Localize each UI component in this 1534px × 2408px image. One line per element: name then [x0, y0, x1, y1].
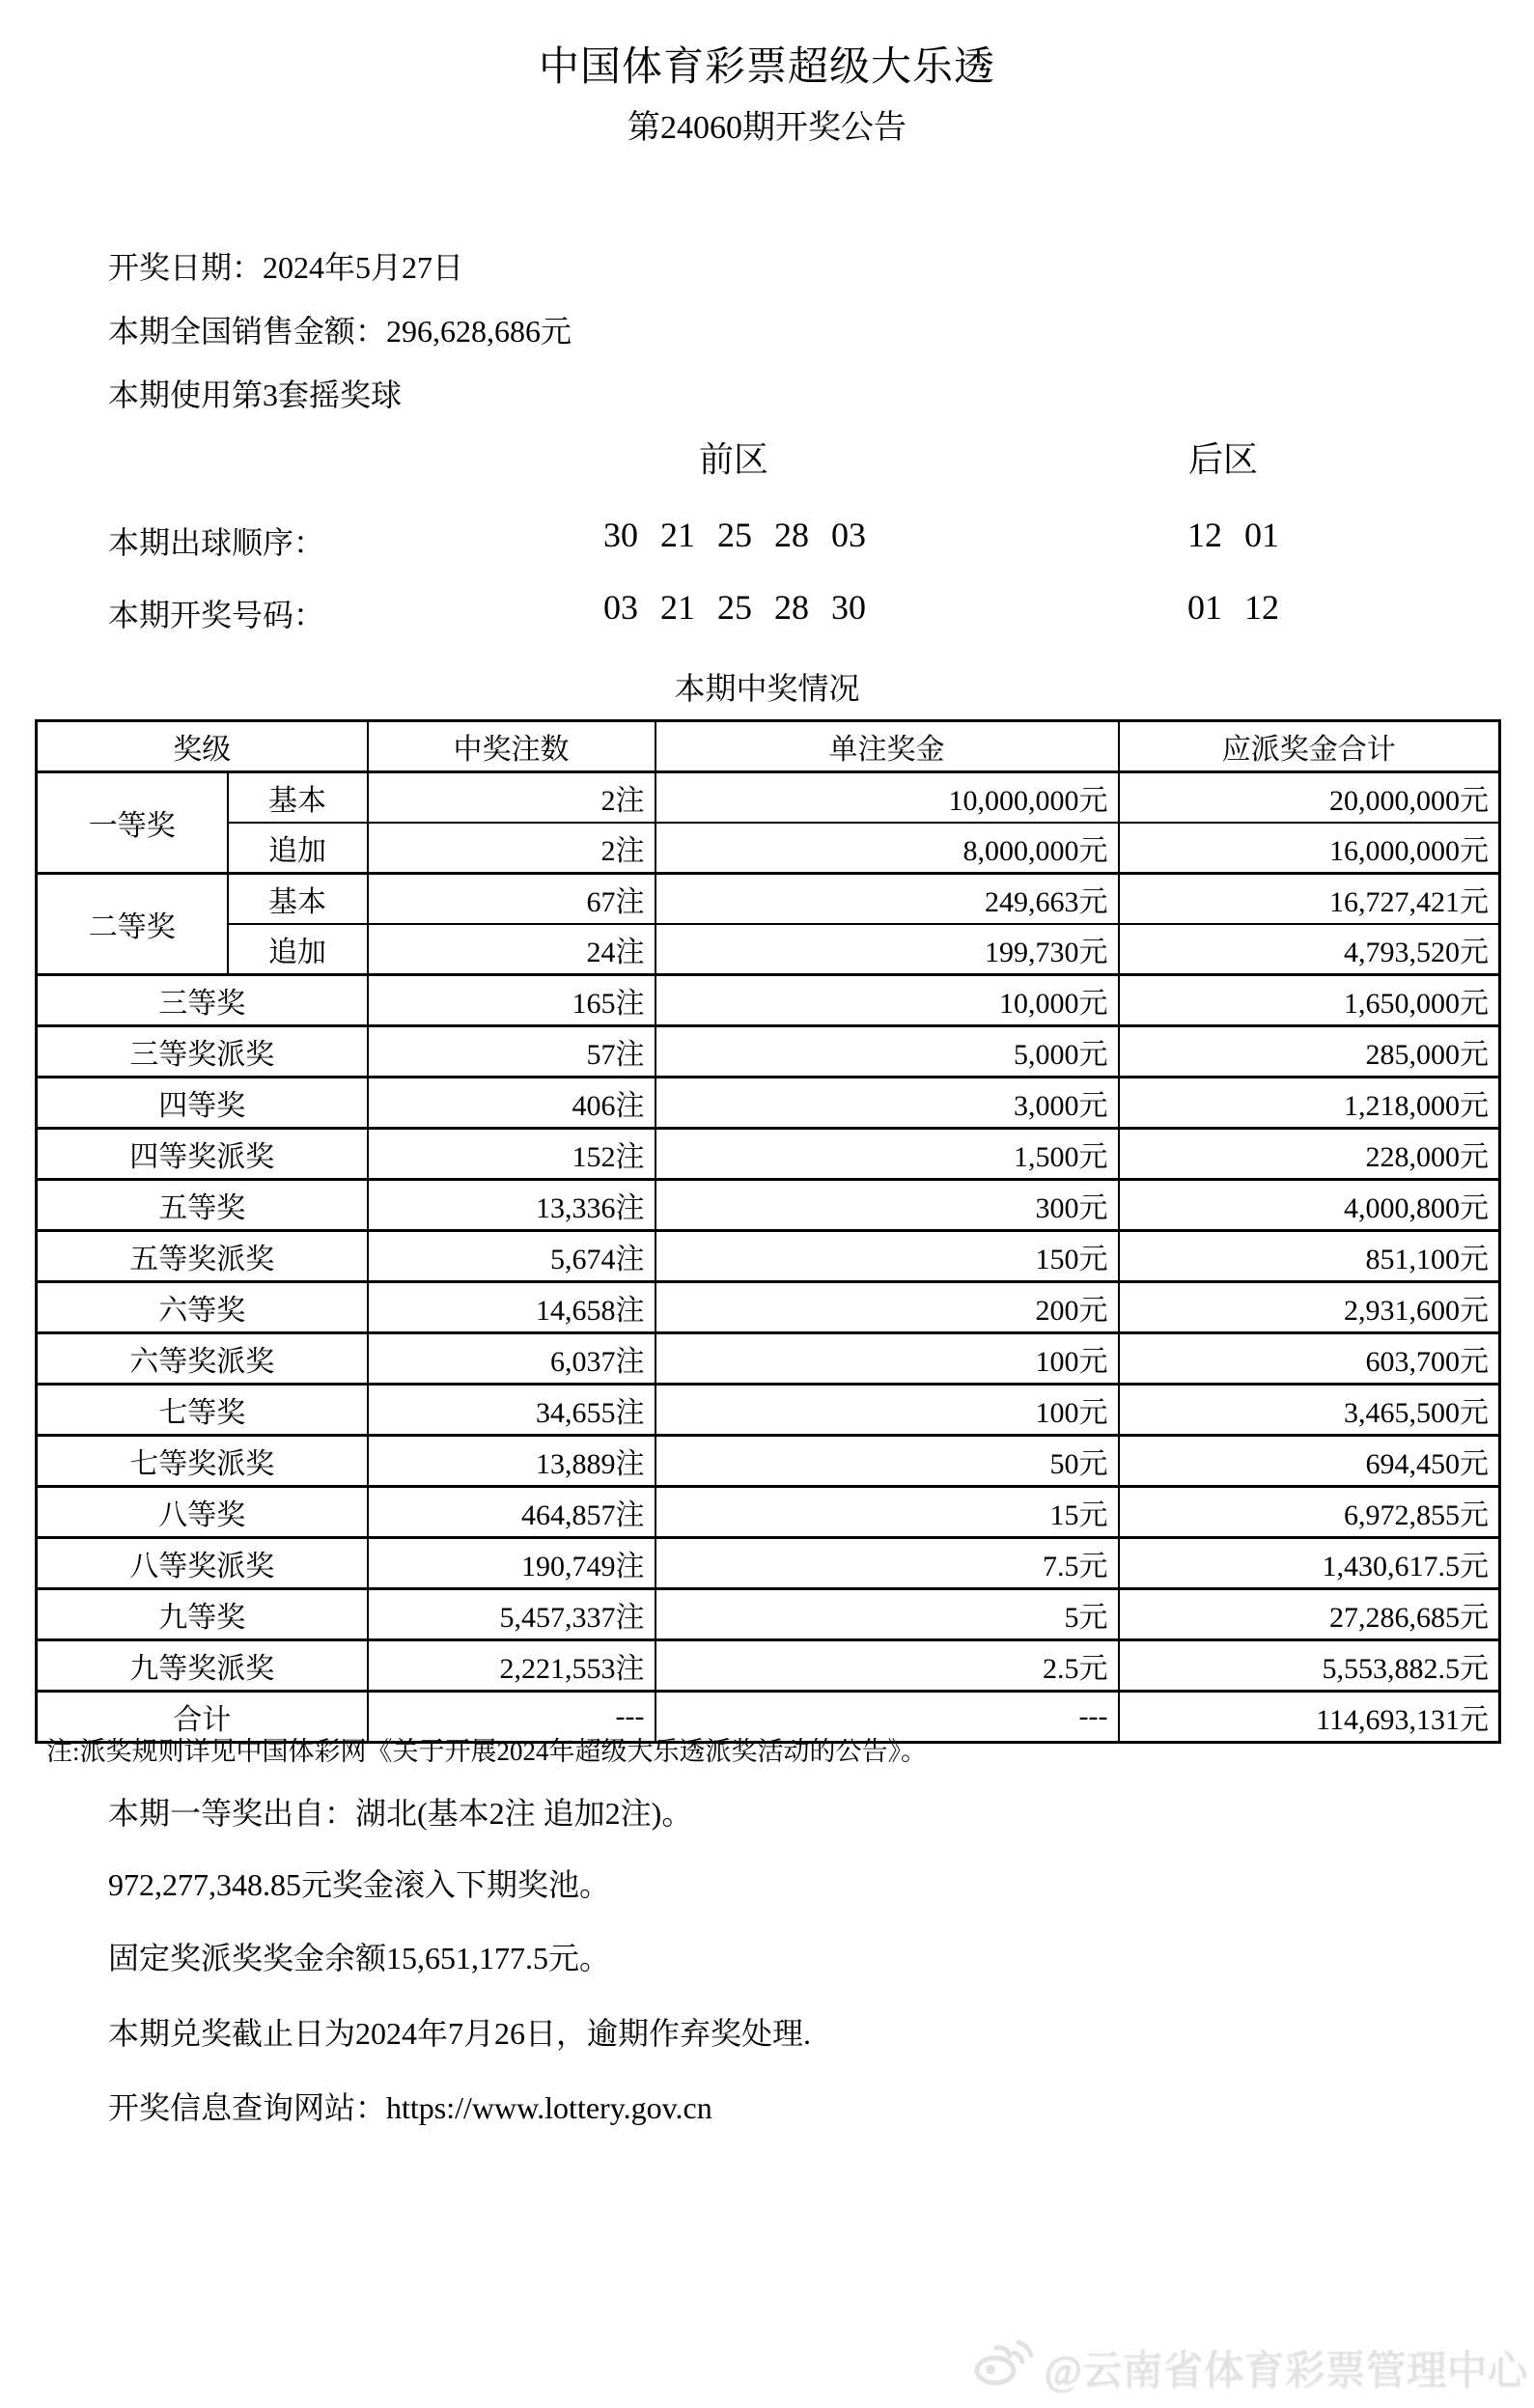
rollover-amount: 972,277,348.85元奖金滚入下期奖池。 — [108, 1867, 611, 1902]
total-prize-cell: 851,100元 — [1119, 1231, 1500, 1282]
table-row — [37, 1231, 1500, 1282]
count-cell: 13,336注 — [368, 1180, 655, 1231]
single-prize-cell: 200元 — [655, 1282, 1119, 1333]
single-prize-cell: 199,730元 — [655, 924, 1119, 975]
winning-numbers-label: 本期开奖号码： — [108, 598, 325, 632]
page-title: 中国体育彩票超级大乐透 — [538, 45, 995, 90]
count-cell: 24注 — [368, 924, 655, 975]
watermark-text: @云南省体育彩票管理中心 — [1045, 2348, 1528, 2394]
prize-level-cell: 八等奖 — [37, 1487, 368, 1538]
single-prize-cell: 300元 — [655, 1180, 1119, 1231]
watermark — [973, 2337, 1528, 2397]
prize-table — [35, 719, 1501, 1744]
count-cell: 13,889注 — [368, 1436, 655, 1487]
col-header-single-prize: 单注奖金 — [655, 721, 1119, 772]
total-prize-cell: 4,793,520元 — [1119, 924, 1500, 975]
count-cell: 67注 — [368, 874, 655, 925]
count-cell: 34,655注 — [368, 1385, 655, 1436]
total-prize-cell: 285,000元 — [1119, 1026, 1500, 1078]
draw-order-back-numbers: 12 01 — [1187, 516, 1279, 554]
col-header-total-prize: 应派奖金合计 — [1119, 721, 1500, 772]
total-prize-cell: 27,286,685元 — [1119, 1589, 1500, 1640]
table-row — [37, 823, 1500, 874]
table-row — [37, 1538, 1500, 1589]
total-prize-cell: 228,000元 — [1119, 1129, 1500, 1180]
table-row — [37, 1180, 1500, 1231]
winning-back-numbers: 01 12 — [1187, 588, 1279, 627]
single-prize-cell: 50元 — [655, 1436, 1119, 1487]
prize-table-title: 本期中奖情况 — [674, 671, 860, 706]
prize-level-cell: 七等奖 — [37, 1385, 368, 1436]
prize-level-cell: 三等奖 — [37, 975, 368, 1026]
total-prize-cell: 603,700元 — [1119, 1333, 1500, 1385]
subtype-cell: 基本 — [228, 874, 368, 925]
prize-level-cell: 五等奖 — [37, 1180, 368, 1231]
prize-level-cell: 九等奖 — [37, 1589, 368, 1640]
total-prize-cell: 5,553,882.5元 — [1119, 1640, 1500, 1692]
table-row — [37, 975, 1500, 1026]
total-prize-cell: 16,727,421元 — [1119, 874, 1500, 925]
payout-rule-note: 注:派奖规则详见中国体彩网《关于开展2024年超级大乐透派奖活动的公告》。 — [46, 1737, 927, 1766]
table-row — [37, 1078, 1500, 1129]
table-header-row — [37, 721, 1500, 772]
fixed-prize-balance: 固定奖派奖奖金余额15,651,177.5元。 — [108, 1941, 611, 1975]
count-cell: 57注 — [368, 1026, 655, 1078]
total-prize-cell: 114,693,131元 — [1119, 1692, 1500, 1743]
total-prize-cell: 1,650,000元 — [1119, 975, 1500, 1026]
prize-level-cell: 五等奖派奖 — [37, 1231, 368, 1282]
single-prize-cell: 150元 — [655, 1231, 1119, 1282]
total-prize-cell: 694,450元 — [1119, 1436, 1500, 1487]
single-prize-cell: 2.5元 — [655, 1640, 1119, 1692]
draw-order-label: 本期出球顺序： — [108, 525, 325, 560]
single-prize-cell: --- — [655, 1692, 1119, 1743]
total-sales: 本期全国销售金额：296,628,686元 — [108, 314, 572, 349]
table-row — [37, 772, 1500, 824]
total-prize-cell: 2,931,600元 — [1119, 1282, 1500, 1333]
ball-set: 本期使用第3套摇奖球 — [108, 378, 403, 412]
single-prize-cell: 5,000元 — [655, 1026, 1119, 1078]
count-cell: 190,749注 — [368, 1538, 655, 1589]
total-prize-cell: 20,000,000元 — [1119, 772, 1500, 824]
total-prize-cell: 4,000,800元 — [1119, 1180, 1500, 1231]
col-header-prize-level: 奖级 — [37, 721, 368, 772]
count-cell: 2注 — [368, 772, 655, 824]
count-cell: 2注 — [368, 823, 655, 874]
total-prize-cell: 1,218,000元 — [1119, 1078, 1500, 1129]
table-row — [37, 1640, 1500, 1692]
single-prize-cell: 10,000,000元 — [655, 772, 1119, 824]
prize-level-cell: 九等奖派奖 — [37, 1640, 368, 1692]
prize-level-cell: 六等奖 — [37, 1282, 368, 1333]
count-cell: 5,674注 — [368, 1231, 655, 1282]
col-header-count: 中奖注数 — [368, 721, 655, 772]
prize-level-cell: 七等奖派奖 — [37, 1436, 368, 1487]
total-prize-cell: 6,972,855元 — [1119, 1487, 1500, 1538]
claim-deadline: 本期兑奖截止日为2024年7月26日，逾期作弃奖处理. — [108, 2016, 812, 2051]
count-cell: 14,658注 — [368, 1282, 655, 1333]
table-row — [37, 874, 1500, 925]
count-cell: 152注 — [368, 1129, 655, 1180]
winning-front-numbers: 03 21 25 28 30 — [603, 588, 866, 627]
prize-table-body — [37, 772, 1500, 1743]
prize-level-cell: 二等奖 — [37, 874, 228, 975]
draw-order-front-numbers: 30 21 25 28 03 — [603, 516, 866, 554]
prize-level-cell: 一等奖 — [37, 772, 228, 874]
count-cell: --- — [368, 1692, 655, 1743]
table-row — [37, 1129, 1500, 1180]
table-row — [37, 1487, 1500, 1538]
single-prize-cell: 1,500元 — [655, 1129, 1119, 1180]
total-prize-cell: 3,465,500元 — [1119, 1385, 1500, 1436]
weibo-icon — [973, 2337, 1033, 2397]
table-row — [37, 1589, 1500, 1640]
prize-level-cell: 六等奖派奖 — [37, 1333, 368, 1385]
back-zone-label: 后区 — [1187, 440, 1258, 479]
subtype-cell: 追加 — [228, 924, 368, 975]
subtype-cell: 追加 — [228, 823, 368, 874]
table-row — [37, 924, 1500, 975]
single-prize-cell: 8,000,000元 — [655, 823, 1119, 874]
single-prize-cell: 100元 — [655, 1333, 1119, 1385]
page-subtitle: 第24060期开奖公告 — [628, 110, 906, 146]
first-prize-origin: 本期一等奖出自：湖北(基本2注 追加2注)。 — [108, 1796, 693, 1831]
prize-level-cell: 八等奖派奖 — [37, 1538, 368, 1589]
count-cell: 464,857注 — [368, 1487, 655, 1538]
prize-level-cell: 三等奖派奖 — [37, 1026, 368, 1078]
table-row — [37, 1026, 1500, 1078]
prize-level-cell: 四等奖 — [37, 1078, 368, 1129]
single-prize-cell: 7.5元 — [655, 1538, 1119, 1589]
count-cell: 406注 — [368, 1078, 655, 1129]
count-cell: 6,037注 — [368, 1333, 655, 1385]
table-row — [37, 1282, 1500, 1333]
subtype-cell: 基本 — [228, 772, 368, 824]
single-prize-cell: 100元 — [655, 1385, 1119, 1436]
count-cell: 5,457,337注 — [368, 1589, 655, 1640]
count-cell: 2,221,553注 — [368, 1640, 655, 1692]
count-cell: 165注 — [368, 975, 655, 1026]
table-row — [37, 1385, 1500, 1436]
lottery-website: 开奖信息查询网站：https://www.lottery.gov.cn — [108, 2090, 712, 2125]
single-prize-cell: 10,000元 — [655, 975, 1119, 1026]
total-prize-cell: 16,000,000元 — [1119, 823, 1500, 874]
prize-level-cell: 四等奖派奖 — [37, 1129, 368, 1180]
single-prize-cell: 3,000元 — [655, 1078, 1119, 1129]
front-zone-label: 前区 — [698, 440, 768, 479]
single-prize-cell: 15元 — [655, 1487, 1119, 1538]
prize-level-cell: 合计 — [37, 1692, 368, 1743]
single-prize-cell: 249,663元 — [655, 874, 1119, 925]
draw-date: 开奖日期：2024年5月27日 — [108, 250, 464, 285]
single-prize-cell: 5元 — [655, 1589, 1119, 1640]
table-row — [37, 1436, 1500, 1487]
table-row — [37, 1333, 1500, 1385]
total-prize-cell: 1,430,617.5元 — [1119, 1538, 1500, 1589]
